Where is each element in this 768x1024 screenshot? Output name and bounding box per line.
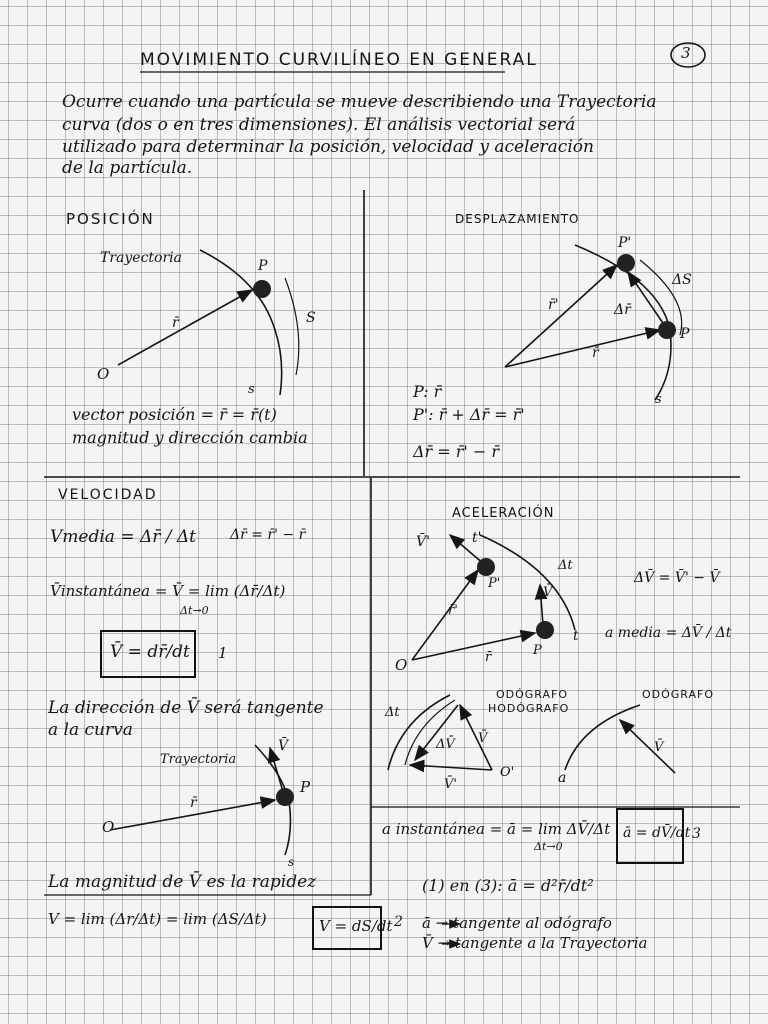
acceleration-a-media: a media = ΔV̄ / Δt <box>605 625 732 641</box>
velocity-magnitude-line: La magnitud de V̄ es la rapidez <box>48 872 317 892</box>
position-S-label: S <box>306 310 316 326</box>
page-number: 3 <box>681 44 691 62</box>
position-line-1: vector posición = r̄ = r̄(t) <box>72 405 277 424</box>
velocity-v-label: V̄ <box>278 738 289 754</box>
velocity-boxed-equation <box>100 630 196 678</box>
displacement-r-prime-vector <box>505 265 617 367</box>
acceleration-t-prime-label: t' <box>472 530 482 546</box>
hodograph-right-curve <box>565 705 640 770</box>
velocity-v-instantanea: V̄instantánea = V̄ = lim (Δr̄/Δt) <box>50 582 286 600</box>
hodograph-v-prime-label: V̄' <box>444 777 457 792</box>
displacement-r-prime-label: r̄' <box>548 297 559 313</box>
acceleration-tangent-2: V̄ → tangente a la Trayectoria <box>422 934 648 952</box>
acceleration-delta-t-label: Δt <box>558 558 573 573</box>
velocity-speed-number: 2 <box>394 914 403 930</box>
position-trajectory-curve <box>200 250 282 395</box>
page-title: MOVIMIENTO CURVILÍNEO EN GENERAL <box>140 50 538 70</box>
acceleration-r-vector <box>412 633 535 660</box>
hodograph-left-label: ODÓGRAFO <box>496 688 569 701</box>
intro-line-1: Ocurre cuando una partícula se mueve describiendo una Trayectoria <box>62 92 657 112</box>
acceleration-heading: ACELERACIÓN <box>452 506 555 521</box>
acceleration-v-label: V̄ <box>543 585 553 600</box>
displacement-s-label: s <box>655 392 662 407</box>
velocity-speed-equation: V = lim (Δr/Δt) = lim (ΔS/Δt) <box>48 910 267 928</box>
acceleration-particle-p <box>536 621 554 639</box>
position-particle-p <box>253 280 271 298</box>
hodograph-dv-label: ΔV̄ <box>436 737 455 752</box>
velocity-p-label: P <box>300 778 311 796</box>
position-heading: POSICIÓN <box>66 210 155 228</box>
acceleration-v-prime-label: V̄' <box>416 534 430 550</box>
displacement-p-label: P <box>680 326 690 342</box>
velocity-v-vector <box>270 748 284 795</box>
displacement-p-prime-label: P' <box>618 235 632 251</box>
intro-line-4: de la partícula. <box>62 158 193 178</box>
displacement-eq-3: Δr̄ = r̄' − r̄ <box>413 442 500 461</box>
acceleration-boxed-text: ā = dV̄/dt <box>623 825 691 841</box>
hodograph-right-v <box>620 720 675 773</box>
velocity-o-label: O <box>102 818 115 836</box>
displacement-r-label: r̄ <box>592 345 599 361</box>
acceleration-r-prime-vector <box>412 570 478 660</box>
velocity-delta-r-eq: Δr̄ = r̄' − r̄ <box>230 527 306 543</box>
velocity-boxed-text: V̄ = dr̄/dt <box>110 642 190 662</box>
acceleration-lim-subscript: Δt→0 <box>534 840 563 853</box>
displacement-delta-r-label: Δr̄ <box>614 302 631 318</box>
acceleration-boxed-equation <box>616 808 691 864</box>
intro-line-3: utilizado para determinar la posición, velocidad y aceleración <box>62 137 594 157</box>
acceleration-combination: (1) en (3): ā = d²r̄/dt² <box>422 876 594 895</box>
acceleration-p-label: P <box>533 643 542 658</box>
acceleration-r-label: r̄ <box>485 650 492 665</box>
hodograph-left-v-prime <box>410 765 492 770</box>
position-r-vector <box>118 290 252 365</box>
velocity-r-label: r̄ <box>190 795 197 811</box>
displacement-particle-p-prime <box>617 254 635 272</box>
acceleration-p-prime-label: P' <box>488 576 501 591</box>
hodograph-v-label: V̄ <box>478 731 488 746</box>
acceleration-eq-number: 3 <box>692 826 701 842</box>
displacement-heading: DESPLAZAMIENTO <box>455 212 580 226</box>
acceleration-tangent-1: ā → tangente al odógrafo <box>422 914 612 932</box>
displacement-eq-2: P': r̄ + Δr̄ = r̄' <box>413 405 525 424</box>
displacement-delta-s-label: ΔS <box>672 272 692 288</box>
acceleration-o-label: O <box>395 656 408 674</box>
position-p-label: P <box>258 258 268 274</box>
acceleration-a-instantanea: a instantánea = ā = lim ΔV̄/Δt <box>382 820 611 838</box>
hodograph-left-label-2: HODÓGRAFO <box>488 702 570 715</box>
intro-line-2: curva (dos o en tres dimensiones). El análisis vectorial será <box>62 115 576 135</box>
hodograph-right-v-label: V̄ <box>654 740 664 755</box>
hodograph-right-a-label: a <box>558 770 567 786</box>
hodograph-delta-t-label: Δt <box>385 705 400 720</box>
position-r-label: r̄ <box>172 315 179 331</box>
acceleration-r-prime-label: r̄' <box>448 603 458 618</box>
velocity-direction-line-1: La dirección de V̄ será tangente <box>48 698 324 718</box>
velocity-heading: VELOCIDAD <box>58 487 158 503</box>
acceleration-t-label: t <box>573 628 579 644</box>
velocity-speed-box-text: V = dS/dt <box>319 917 393 935</box>
velocity-speed-box <box>312 906 393 950</box>
velocity-v-media: Vmedia = Δr̄ / Δt <box>50 527 197 547</box>
position-trajectory-label: Trayectoria <box>100 250 182 266</box>
hodograph-o-prime-label: O' <box>500 765 515 780</box>
hodograph-left-inner-curve <box>405 700 455 765</box>
displacement-delta-r-vector <box>628 272 665 326</box>
position-origin-label: O <box>97 365 110 383</box>
position-s-arc <box>285 278 299 375</box>
velocity-particle-p <box>276 788 294 806</box>
velocity-direction-line-2: a la curva <box>48 720 133 740</box>
acceleration-particle-p-prime <box>477 558 495 576</box>
position-line-2: magnitud y dirección cambia <box>72 428 308 447</box>
velocity-s-label: s <box>288 855 295 869</box>
hodograph-right-label: ODÓGRAFO <box>642 688 715 701</box>
velocity-lim-subscript: Δt→0 <box>180 604 209 617</box>
velocity-trajectory-label: Trayectoria <box>160 752 237 767</box>
displacement-eq-1: P: r̄ <box>413 382 442 401</box>
velocity-eq-number: 1 <box>218 644 228 662</box>
acceleration-delta-v-eq: ΔV̄ = V̄' − V̄ <box>634 570 720 586</box>
displacement-r-vector <box>505 330 660 367</box>
displacement-particle-p <box>658 321 676 339</box>
position-s-label: s <box>248 382 255 397</box>
